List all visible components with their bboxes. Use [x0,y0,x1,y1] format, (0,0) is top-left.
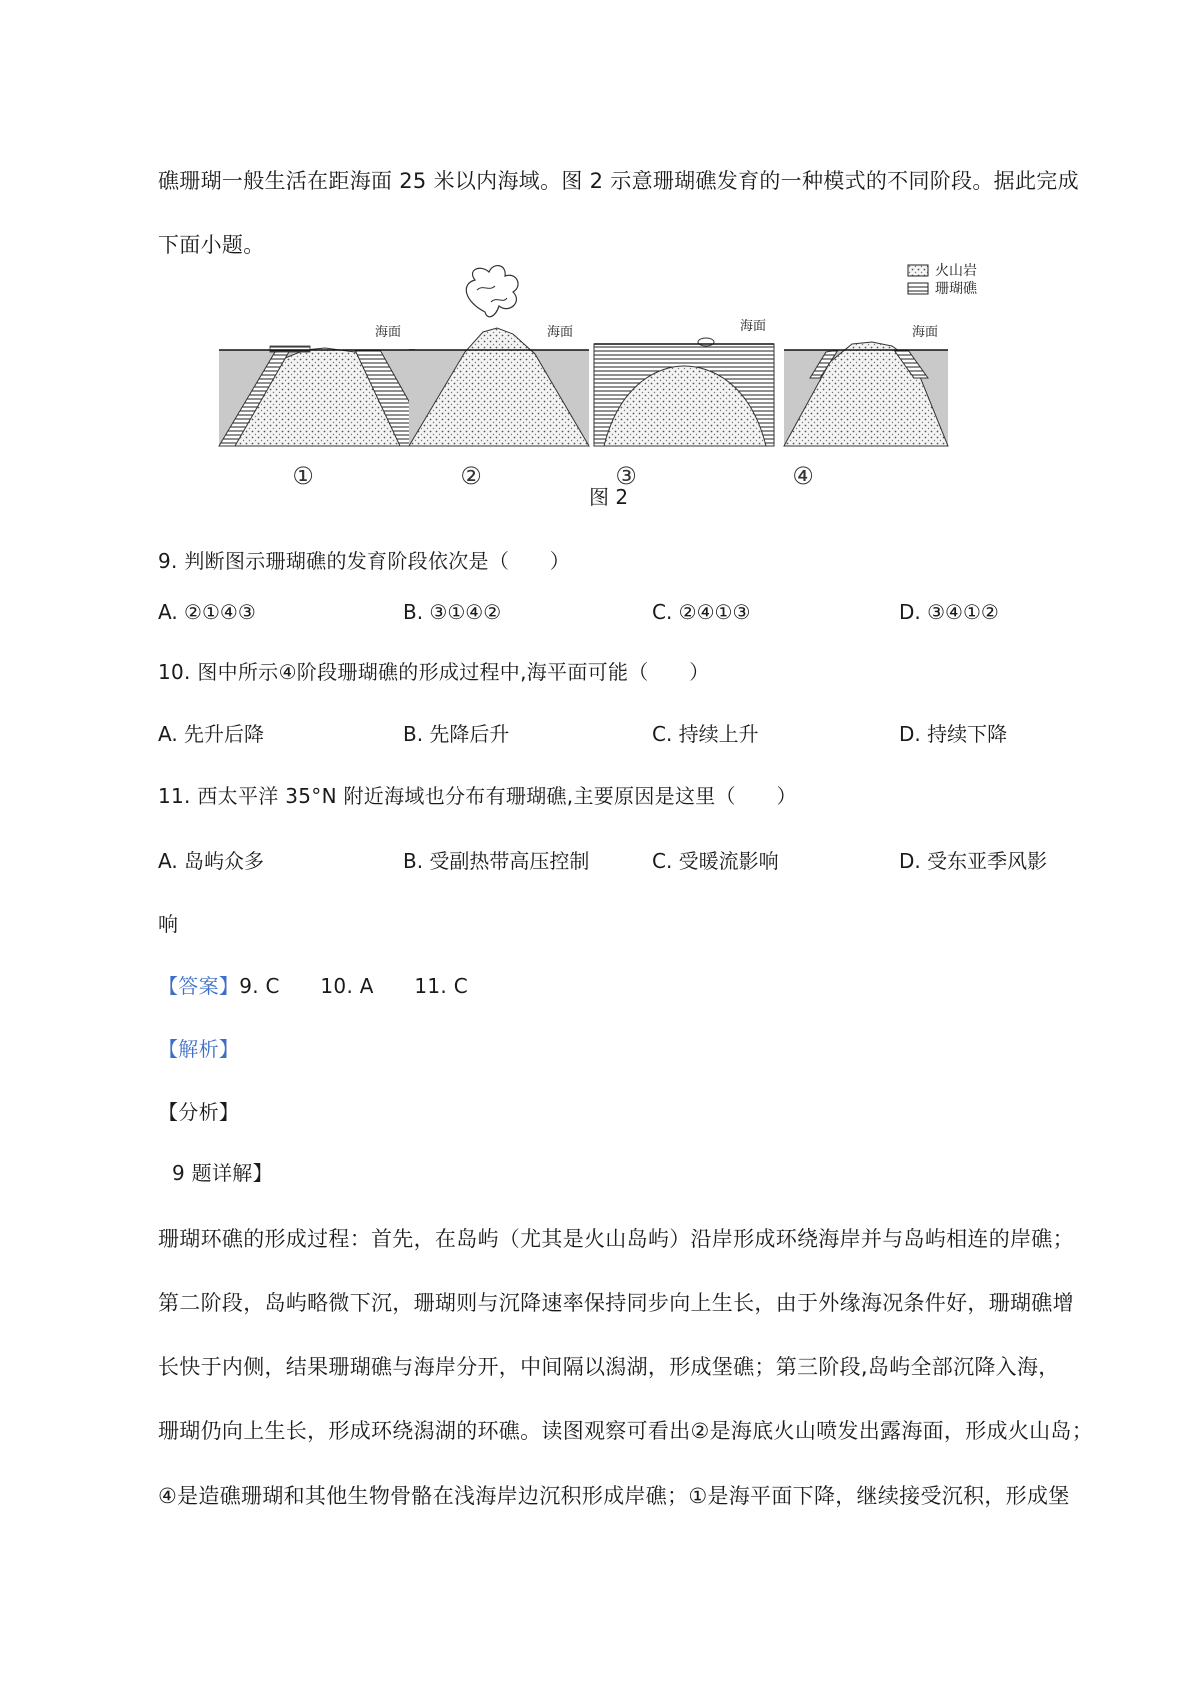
panel-label-3: ③ [615,462,637,490]
question-11-option-d: D. 受东亚季风影 [899,849,1048,873]
sea-level-label-4: 海面 [912,325,939,340]
fenxi-tag: 【分析】 [158,1100,240,1124]
question-11-stem: 11. 西太平洋 35°N 附近海域也分布有珊瑚礁,主要原因是这里（ ） [158,784,797,808]
question-10-option-c: C. 持续上升 [652,722,759,746]
panel-label-2: ② [460,462,482,490]
detail-line-1: 珊瑚环礁的形成过程：首先，在岛屿（尤其是火山岛屿）沿岸形成环绕海岸并与岛屿相连的岸礁； [158,1227,1074,1251]
sea-level-label-3: 海面 [740,319,767,334]
detail-line-4: 珊瑚仍向上生长，形成环绕潟湖的环礁。读图观察可看出②是海底火山喷发出露海面，形成火山岛； [158,1419,1094,1443]
intro-line-1: 礁珊瑚一般生活在距海面 25 米以内海域。图 2 示意珊瑚礁发育的一种模式的不同阶段。据此完成 [158,169,1079,193]
sea-level-label-2: 海面 [547,325,574,340]
question-9-option-a: A. ②①④③ [158,600,256,624]
detail-heading: 9 题详解】 [172,1161,273,1185]
intro-line-2: 下面小题。 [158,233,265,257]
question-11-option-b: B. 受副热带高压控制 [403,849,590,873]
detail-line-2: 第二阶段，岛屿略微下沉，珊瑚则与沉降速率保持同步向上生长，由于外缘海况条件好，珊瑚礁增 [158,1291,1074,1315]
legend-volcanic-rock [908,262,977,279]
question-10-option-a: A. 先升后降 [158,722,265,746]
detail-line-5: ④是造礁珊瑚和其他生物骨骼在浅海岸边沉积形成岸礁；①是海平面下降，继续接受沉积，形成堡 [158,1484,1070,1508]
question-11-option-a: A. 岛屿众多 [158,849,265,873]
sea-level-label-1: 海面 [375,325,402,340]
question-11-option-c: C. 受暖流影响 [652,849,779,873]
panel-label-1: ① [292,462,314,490]
analysis-tag: 【解析】 [158,1037,240,1061]
question-11-option-d-continuation: 响 [158,912,179,936]
question-9-option-b: B. ③①④② [403,600,502,624]
question-10-option-b: B. 先降后升 [403,722,510,746]
figure-legend [908,262,978,297]
panel-3-diagram [594,319,774,490]
question-9-stem: 9. 判断图示珊瑚礁的发育阶段依次是（ ） [158,549,571,573]
question-10-stem: 10. 图中所示④阶段珊瑚礁的形成过程中,海平面可能（ ） [158,660,710,684]
detail-line-3: 长快于内侧，结果珊瑚礁与海岸分开，中间隔以潟湖，形成堡礁；第三阶段,岛屿全部沉降入海， [158,1355,1060,1379]
svg-text:珊瑚礁: 珊瑚礁 [935,281,977,297]
figure-caption: 图 2 [589,485,629,509]
answer-tag: 【答案】 [158,974,240,998]
question-10-option-d: D. 持续下降 [899,722,1008,746]
panel-2-diagram [409,266,589,490]
coral-reef-stages-figure [215,262,1015,490]
svg-text:火山岩: 火山岩 [935,263,977,279]
question-9-option-c: C. ②④①③ [652,600,751,624]
legend-coral-reef [908,281,978,297]
panel-label-4: ④ [792,462,814,490]
answer-text: 9. C 10. A 11. C [239,974,468,998]
answer-line [158,970,468,999]
question-9-option-d: D. ③④①② [899,600,999,624]
panel-4-diagram [784,325,948,490]
panel-1-diagram [219,325,415,490]
